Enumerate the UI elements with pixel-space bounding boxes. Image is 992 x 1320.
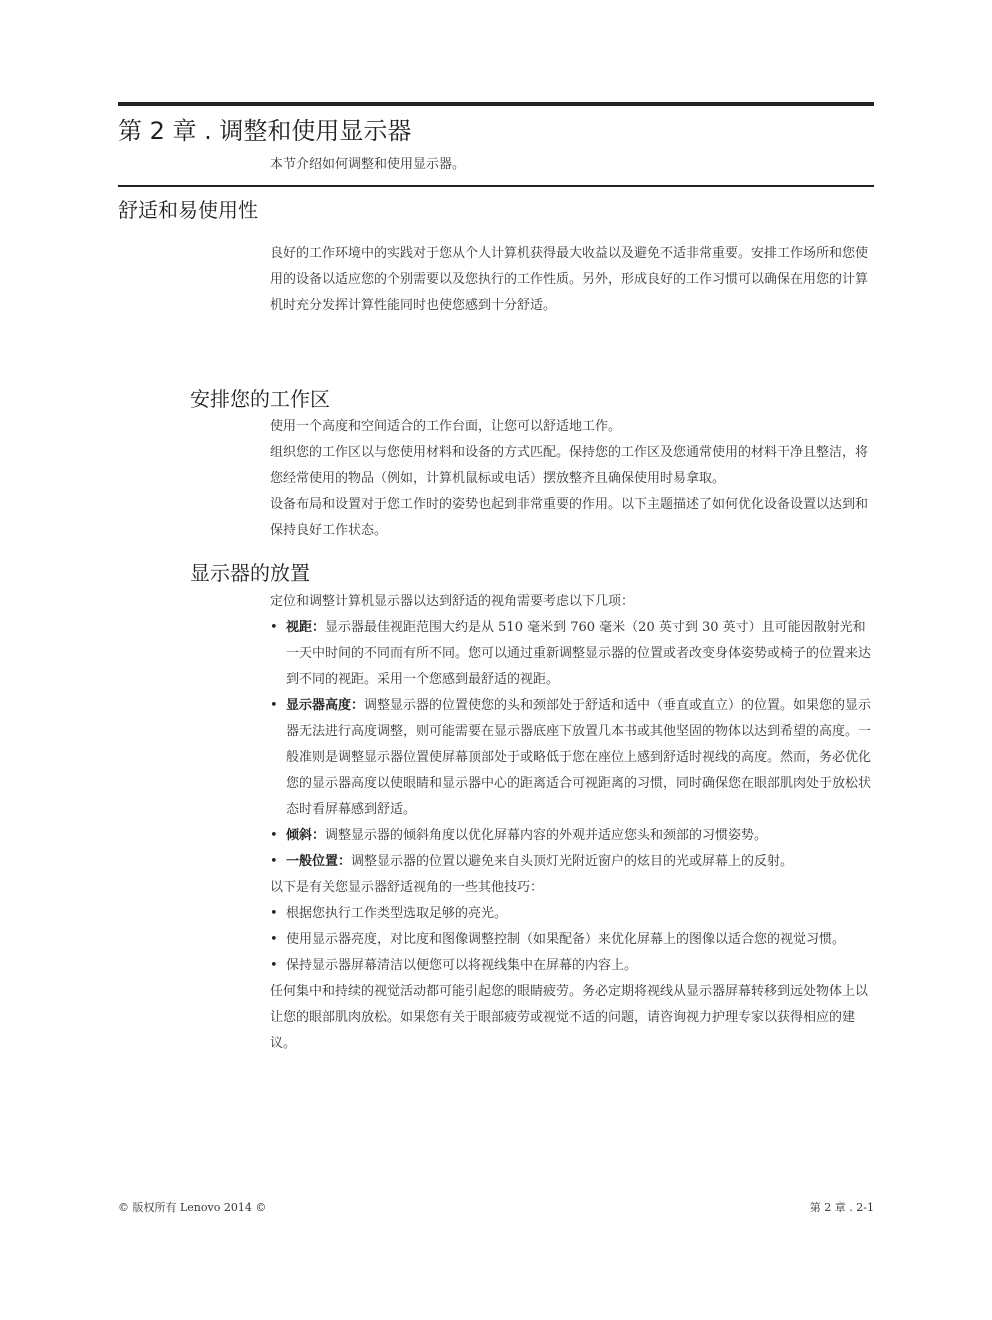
chapter-title: 第 2 章 . 调整和使用显示器: [118, 117, 412, 145]
item-term: 倾斜：: [286, 828, 326, 843]
workspace-paragraph-2: 组织您的工作区以与您使用材料和设备的方式匹配。保持您的工作区及您通常使用的材料干净且整洁，将您经常使用的物品（例如，计算机鼠标或电话）摆放整齐且确保使用时易拿取。: [270, 445, 869, 486]
section-rule: [118, 185, 874, 187]
comfort-section: [270, 241, 875, 319]
footer-copyright: © 版权所有 Lenovo 2014 ©: [118, 1201, 267, 1214]
placement-list: [270, 615, 875, 875]
placement-intro: 定位和调整计算机显示器以达到舒适的视角需要考虑以下几项：: [270, 594, 635, 609]
workspace-paragraph-1: 使用一个高度和空间适合的工作台面，让您可以舒适地工作。: [270, 419, 622, 434]
comfort-heading: 舒适和易使用性: [118, 198, 258, 222]
workspace-heading: 安排您的工作区: [190, 387, 330, 411]
footer-page-number: 第 2 章 . 2-1: [809, 1201, 874, 1214]
placement-heading: 显示器的放置: [190, 561, 310, 585]
item-text: 显示器最佳视距范围大约是从 510 毫米到 760 毫米（20 英寸到 30 英寸）且可能因散射光和一天中时间的不同而有所不同。您可以通过重新调整显示器的位置或者改变身体姿势或椅子的位置来达到不同的视距。采用一个您感到最舒适的视距。: [286, 620, 872, 687]
item-term: 一般位置：: [286, 854, 352, 869]
list-item: [270, 849, 875, 875]
list-item: • 使用显示器亮度，对比度和图像调整控制（如果配备）来优化屏幕上的图像以适合您的视觉习惯。: [270, 927, 875, 953]
comfort-paragraph: 良好的工作环境中的实践对于您从个人计算机获得最大收益以及避免不适非常重要。安排工作场所和您使用的设备以适应您的个别需要以及您执行的工作性质。另外，形成良好的工作习惯可以确保在用您的计算机时充分发挥计算性能同时也使您感到十分舒适。: [270, 246, 869, 313]
list-item: [270, 615, 875, 693]
top-rule: [118, 102, 874, 106]
item-term: 视距：: [286, 620, 326, 635]
tips-intro: 以下是有关您显示器舒适视角的一些其他技巧：: [270, 880, 544, 895]
closing-paragraph: 任何集中和持续的视觉活动都可能引起您的眼睛疲劳。务必定期将视线从显示器屏幕转移到远处物体上以让您的眼部肌肉放松。如果您有关于眼部疲劳或视觉不适的问题，请咨询视力护理专家以获得相应的建议。: [270, 984, 869, 1051]
item-text: 调整显示器的倾斜角度以优化屏幕内容的外观并适应您头和颈部的习惯姿势。: [325, 828, 768, 843]
tips-list: [270, 901, 875, 979]
workspace-paragraph-3: 设备布局和设置对于您工作时的姿势也起到非常重要的作用。以下主题描述了如何优化设备设置以达到和保持良好工作状态。: [270, 497, 869, 538]
list-item: [270, 823, 875, 849]
list-item: • 保持显示器屏幕清洁以便您可以将视线集中在屏幕的内容上。: [270, 953, 875, 979]
list-item: [270, 693, 875, 823]
item-text: 调整显示器的位置以避免来自头顶灯光附近窗户的炫目的光或屏幕上的反射。: [351, 854, 794, 869]
workspace-section: [270, 414, 875, 544]
chapter-intro: 本节介绍如何调整和使用显示器。: [270, 157, 466, 172]
list-item: • 根据您执行工作类型选取足够的亮光。: [270, 901, 875, 927]
item-term: 显示器高度：: [286, 698, 365, 713]
item-text: 调整显示器的位置使您的头和颈部处于舒适和适中（垂直或直立）的位置。如果您的显示器无法进行高度调整，则可能需要在显示器底座下放置几本书或其他坚固的物体以达到希望的高度。一般准则是调整显示器位置使屏幕顶部处于或略低于您在座位上感到舒适时视线的高度。然而，务必优化您的显示器高度以使眼睛和显示器中心的距离适合可视距离的习惯，同时确保您在眼部肌肉处于放松状态时看屏幕感到舒适。: [286, 698, 872, 817]
placement-section: [270, 589, 875, 1057]
